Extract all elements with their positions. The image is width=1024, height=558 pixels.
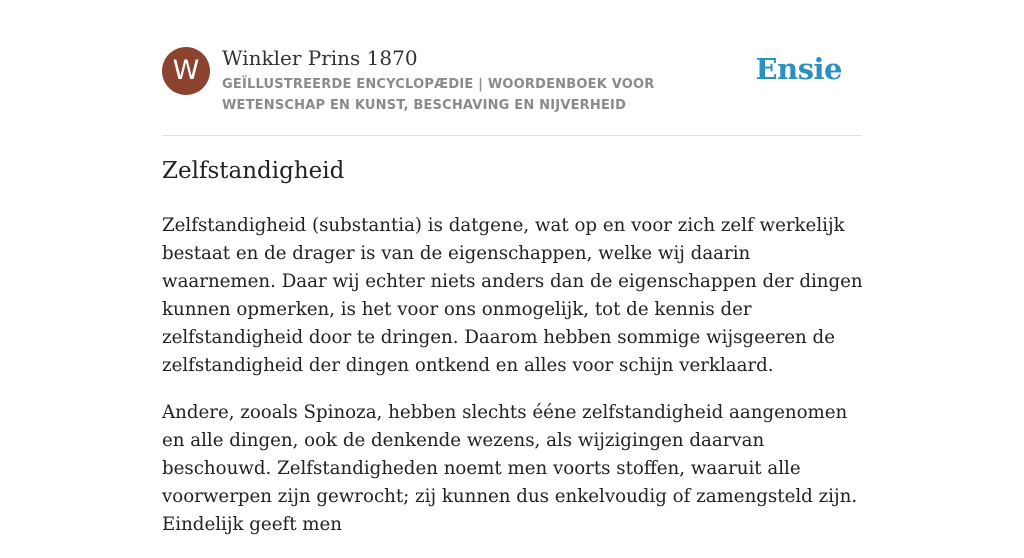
ensie-logo[interactable]: Ensie [755, 52, 842, 86]
entry-title: Zelfstandigheid [162, 158, 345, 184]
entry-paragraph-2: Andere, zooals Spinoza, hebben slechts ééne zelfstandigheid aangenomen en alle dingen, ook de denkende wezens, als wijzigingen daarvan beschouwd. Zelfstandigheden noemt men voorts stoffen, waaruit alle voorwerpen zijn gewrocht; zij kunnen dus enkelvoudig of zamengsteld zijn. Eindelijk geeft men [162, 402, 858, 535]
source-avatar[interactable]: W [162, 47, 210, 95]
entry-paragraph-1: Zelfstandigheid (substantia) is datgene, wat op en voor zich zelf werkelijk bestaat en de drager is van de eigenschappen, welke wij daarin waarnemen. Daar wij echter niets anders dan de eigenschappen der dingen kunnen opmerken, is het voor ons onmogelijk, tot de kennis der zelfstandigheid door te dringen. Daarom hebben sommige wijsgeeren de zelfstandigheid der dingen ontkend en alles voor schijn verklaard. [162, 215, 863, 376]
source-header [162, 46, 862, 116]
source-title[interactable]: Winkler Prins 1870 [222, 46, 418, 70]
header-divider [162, 135, 862, 136]
source-subtitle: GEÏLLUSTREERDE ENCYCLOPÆDIE | WOORDENBOEK VOOR WETENSCHAP EN KUNST, BESCHAVING EN NIJVERHEID [222, 77, 655, 113]
entry-content [162, 212, 867, 558]
